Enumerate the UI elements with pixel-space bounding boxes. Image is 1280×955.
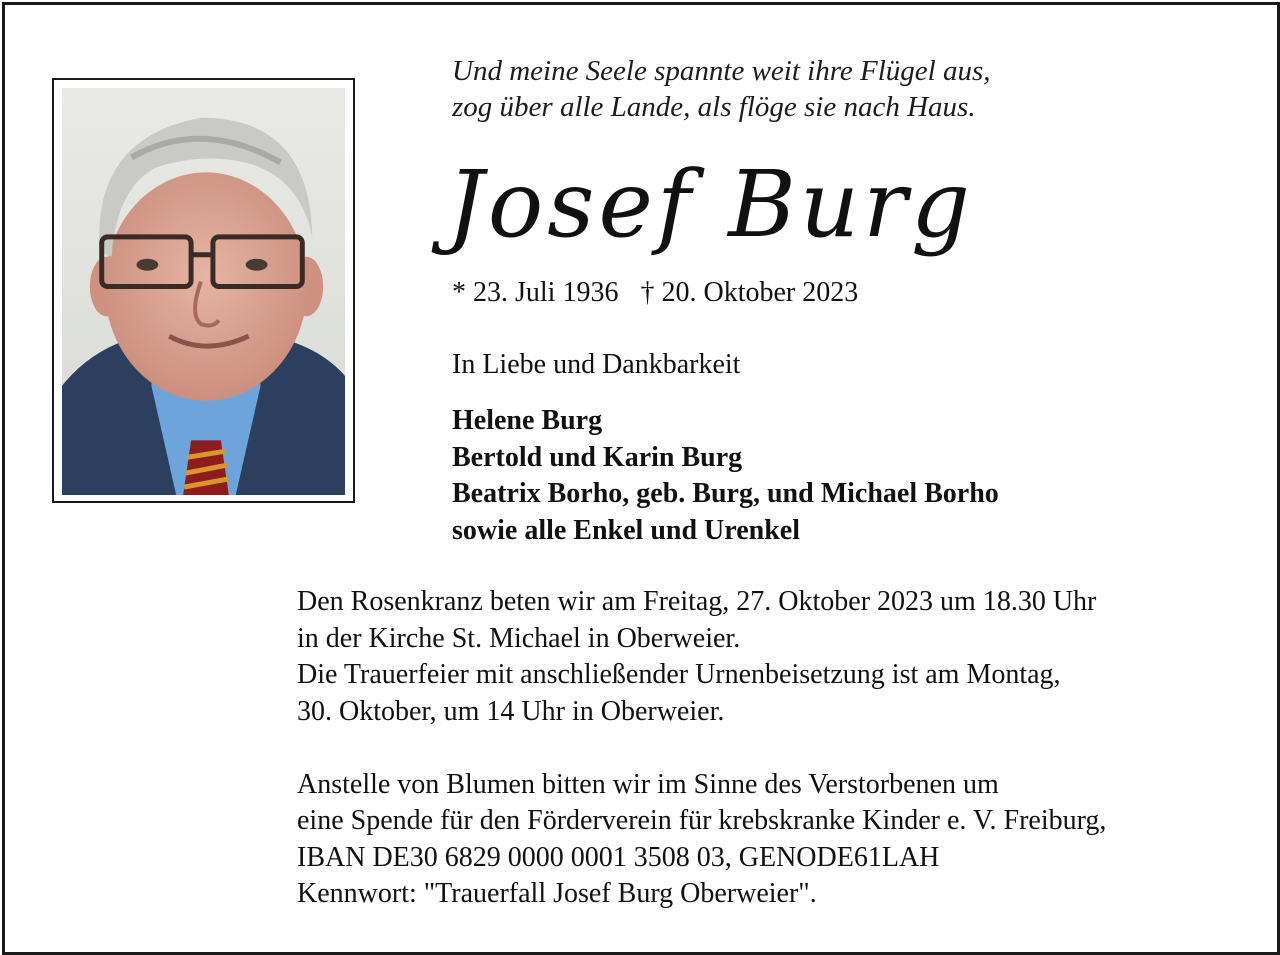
- quote-line: zog über alle Lande, als flöge sie nach Haus.: [452, 91, 976, 123]
- mourning-intro: In Liebe und Dankbarkeit: [452, 349, 741, 380]
- portrait-frame: [52, 78, 355, 503]
- mourners-list: [452, 403, 999, 549]
- mourner: Helene Burg: [452, 405, 603, 436]
- birth-date: * 23. Juli 1936: [452, 277, 619, 308]
- quote: [452, 53, 991, 125]
- service-details: [297, 584, 1106, 913]
- donation-line: eine Spende für den Förderverein für krebskranke Kinder e. V. Freiburg,: [297, 805, 1107, 836]
- donation-line: Kennwort: "Trauerfall Josef Burg Oberweier".: [297, 878, 817, 909]
- service-line: Die Trauerfeier mit anschließender Urnenbeisetzung ist am Montag,: [297, 659, 1061, 690]
- quote-line: Und meine Seele spannte weit ihre Flügel aus,: [452, 55, 991, 87]
- obituary-card: [2, 2, 1280, 955]
- mourner: Bertold und Karin Burg: [452, 441, 743, 473]
- portrait-illustration: [62, 88, 345, 495]
- portrait-photo: [62, 88, 345, 495]
- deceased-name: Josef Burg: [447, 151, 974, 258]
- service-line: 30. Oktober, um 14 Uhr in Oberweier.: [297, 695, 725, 727]
- service-line: in der Kirche St. Michael in Oberweier.: [297, 622, 741, 654]
- donation-line: Anstelle von Blumen bitten wir im Sinne des Verstorbenen um: [297, 768, 999, 800]
- donation-line: IBAN DE30 6829 0000 0001 3508 03, GENODE61LAH: [297, 841, 940, 873]
- paragraph-gap: [297, 730, 1106, 767]
- life-dates: [452, 276, 858, 310]
- mourner: sowie alle Enkel und Urenkel: [452, 514, 800, 546]
- death-date: † 20. Oktober 2023: [640, 277, 859, 308]
- service-line: Den Rosenkranz beten wir am Freitag, 27. Oktober 2023 um 18.30 Uhr: [297, 586, 1097, 617]
- mourner: Beatrix Borho, geb. Burg, und Michael Borho: [452, 478, 999, 509]
